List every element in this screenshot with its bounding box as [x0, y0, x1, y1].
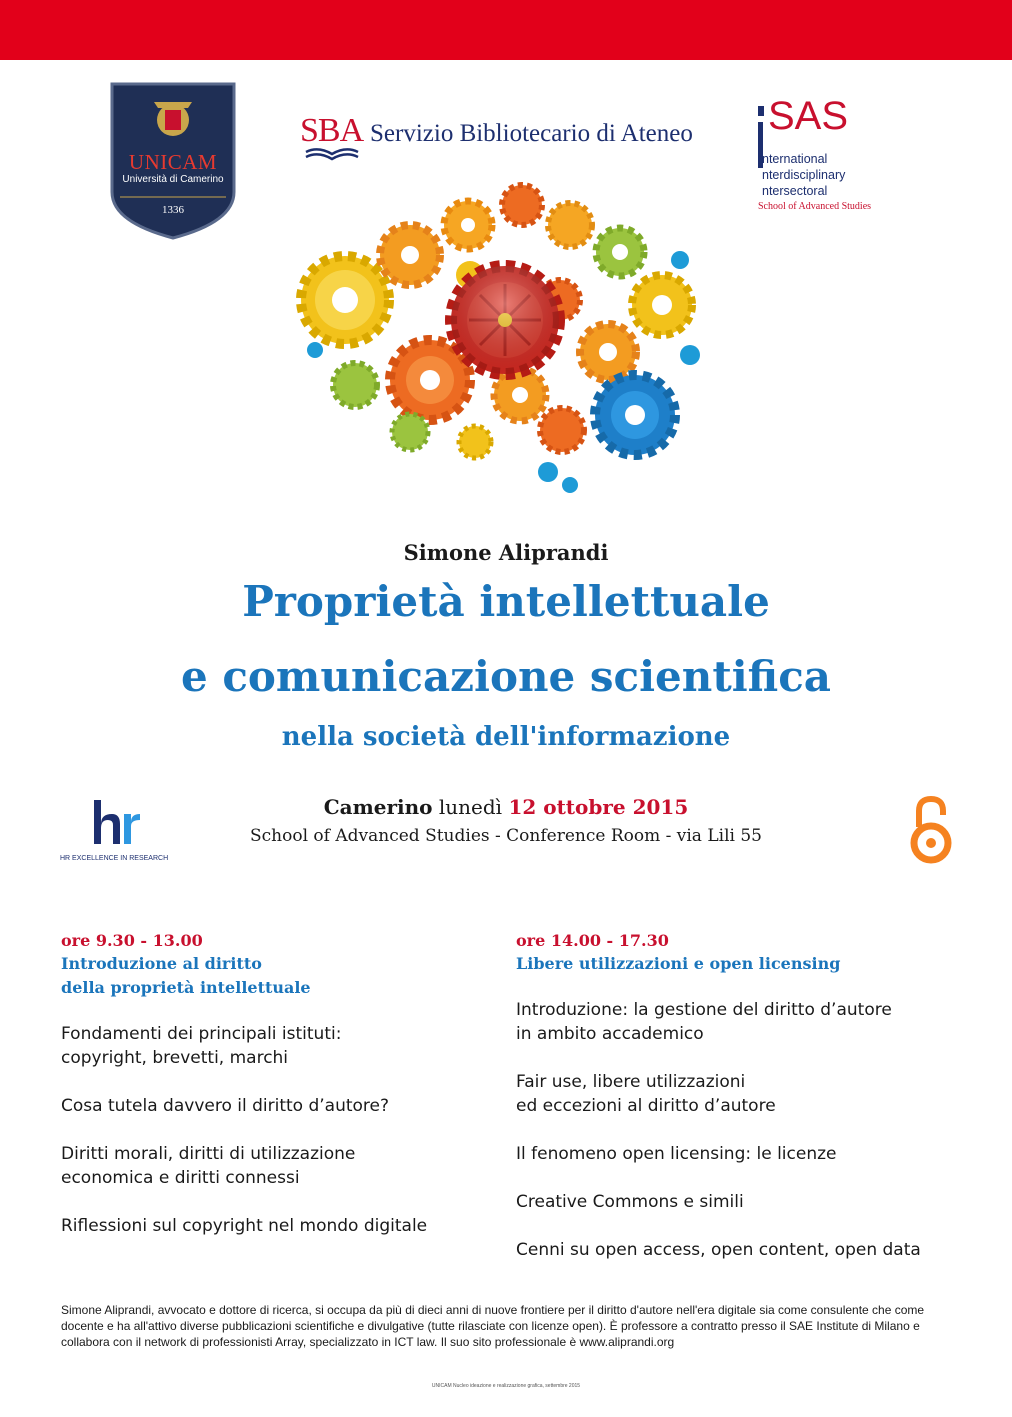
sba-mark: SBA [300, 112, 364, 149]
unicam-year: 1336 [162, 204, 184, 216]
isas-logo [755, 94, 895, 220]
hr-logo-icon [60, 798, 140, 850]
isas-line: nterdisciplinary [762, 168, 846, 182]
unicam-subtitle: Università di Camerino [122, 174, 224, 185]
topic-item: Introduzione: la gestione del diritto d’autore in ambito accademico [516, 1000, 892, 1044]
session-time: ore 14.00 - 17.30 [516, 931, 669, 950]
sba-name: Servizio Bibliotecario di Ateneo [370, 120, 693, 147]
isas-school: School of Advanced Studies [758, 201, 872, 212]
topic-item: Riflessioni sul copyright nel mondo digitale [61, 1216, 428, 1236]
unicam-name: UNICAM [128, 150, 218, 174]
hr-caption: HR EXCELLENCE IN RESEARCH [60, 855, 169, 862]
open-access-icon [909, 795, 953, 865]
topic-item: Creative Commons e simili [516, 1192, 744, 1212]
hr-excellence-logo [60, 798, 170, 868]
session-title: della proprietà intellettuale [61, 978, 311, 997]
session-title: Introduzione al diritto [61, 954, 262, 973]
book-icon [304, 148, 360, 162]
subtitle: nella società dell'informazione [281, 722, 731, 752]
session-time: ore 9.30 - 13.00 [61, 931, 203, 950]
topic-item: Fair use, libere utilizzazioni ed eccezioni al diritto d’autore [516, 1072, 776, 1116]
speaker-bio: Simone Aliprandi, avvocato e dottore di ricerca, si occupa da più di dieci anni di nuove frontiere per il diritto d'autore nell'era digitale sia come consulente che come docente e ha all'attivo diverse pubblicazioni scientifiche e divulgative (tutte rilasciate con licenze open). È professore a contratto presso il SAE Institute di Milano e collabora con il network di professionisti Array, specializzato in ICT law. Il suo sito professionale è www.aliprandi.org [61, 1303, 925, 1349]
gear-icon [301, 185, 700, 493]
unicam-logo [110, 82, 236, 240]
topic-item: Cosa tutela davvero il diritto d’autore? [61, 1096, 390, 1116]
event-venue: School of Advanced Studies - Conference Room - via Lili 55 [250, 826, 762, 846]
speaker-name: Simone Aliprandi [403, 540, 609, 565]
topic-item: Fondamenti dei principali istituti: copyright, brevetti, marchi [61, 1024, 342, 1068]
session-title: Libere utilizzazioni e open licensing [516, 954, 841, 973]
topic-item: Il fenomeno open licensing: le licenze [516, 1144, 837, 1164]
isas-i-dot [758, 106, 764, 116]
topic-item: Diritti morali, diritti di utilizzazione economica e diritti connessi [61, 1144, 356, 1188]
isas-line: nternational [762, 152, 828, 166]
event-city: Camerino [323, 795, 433, 819]
event-day: lunedì [438, 795, 503, 819]
isas-word: SAS [768, 94, 849, 138]
isas-line: ntersectoral [762, 184, 828, 198]
event-date: 12 ottobre 2015 [508, 795, 689, 819]
afternoon-session [516, 930, 936, 1262]
topic-item: Cenni su open access, open content, open data [516, 1240, 921, 1260]
title-line-1: Proprietà intellettuale [242, 577, 770, 626]
design-credit: UNICAM Nucleo ideazione e realizzazione grafica, settembre 2015 [431, 1383, 581, 1389]
title-line-2: e comunicazione scientifica [181, 652, 831, 701]
gears-brain-illustration [290, 180, 720, 510]
top-red-bar [0, 0, 1012, 60]
morning-session [61, 930, 481, 1238]
